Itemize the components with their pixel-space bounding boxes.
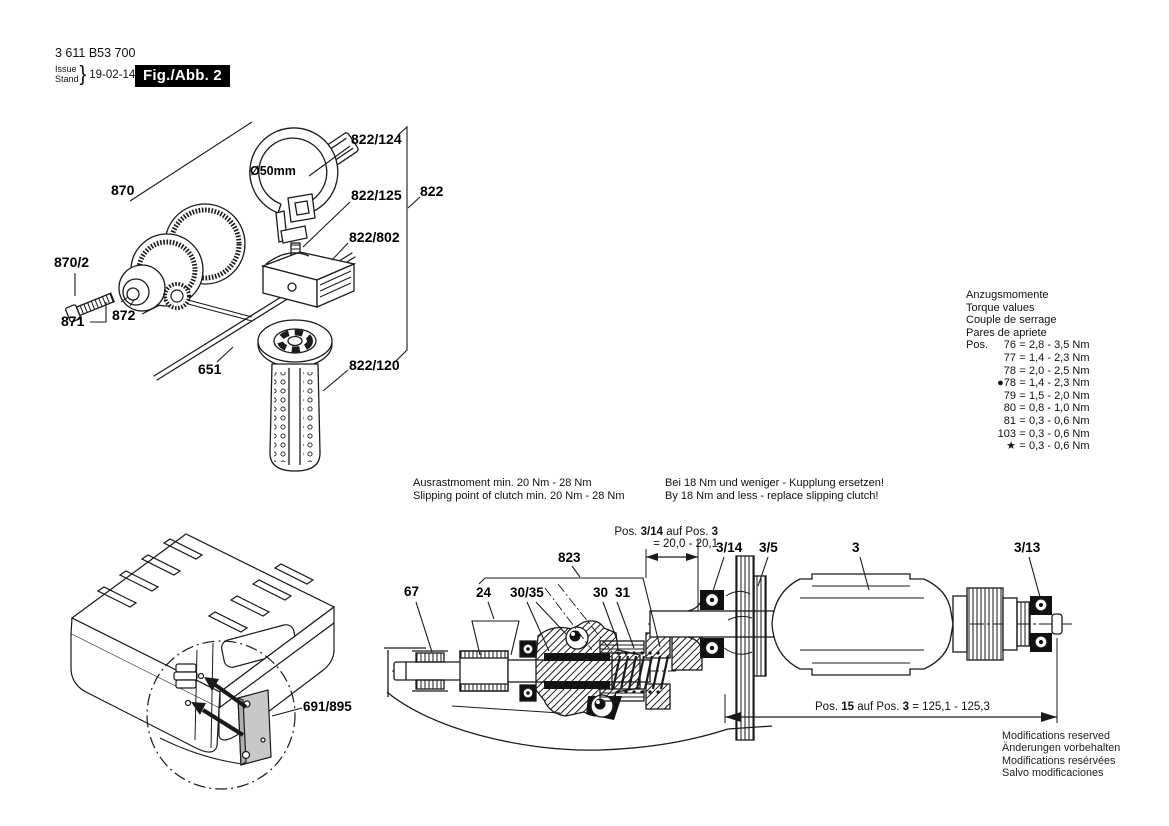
torque-heading-fr: Couple de serrage [966,314,1057,327]
torque-row: 103 = 0,3 - 0,6 Nm [997,427,1090,440]
torque-row: ★ = 0,3 - 0,6 Nm [1006,440,1090,453]
label-691-895: 691/895 [303,699,352,714]
torque-table [966,289,1090,453]
dimension-bottom-text: Pos. 15 auf Pos. 3 = 125,1 - 125,3 [815,701,990,713]
label-30: 30 [593,585,609,600]
side-handle-drawing [250,127,420,471]
label-24: 24 [476,585,492,600]
label-30-31 [593,585,630,600]
replace-note-de: Bei 18 Nm und weniger - Kupplung ersetzen! [665,477,884,489]
label-870-2: 870/2 [54,254,90,270]
dimension-top-value: = 20,0 - 20,1 [653,538,718,550]
label-diameter: Ø50mm [250,164,296,178]
torque-row: Pos. 76 = 2,8 - 3,5 Nm [966,339,1090,352]
gearbox-section-drawing [384,540,1072,750]
torque-row: 79 = 1,5 - 2,0 Nm [1003,389,1090,402]
dimension-top-text: Pos. 3/14 auf Pos. 3 = 20,0 - 20,1 [558,526,718,550]
label-822-802: 822/802 [349,229,400,245]
torque-heading-de: Anzugsmomente [966,289,1049,301]
label-3-5: 3/5 [759,540,778,555]
label-870: 870 [111,182,135,198]
part-number: 3 611 B53 700 [55,46,136,60]
stand-label: Stand [55,73,79,84]
label-823: 823 [558,550,581,565]
issue-label: Issue [55,64,77,74]
torque-row: 77 = 1,4 - 2,3 Nm [1003,351,1090,364]
torque-row: 80 = 0,8 - 1,0 Nm [1003,402,1090,415]
label-872: 872 [112,307,136,323]
figure-badge: Fig./Abb. 2 [135,65,230,87]
replace-note-en: By 18 Nm and less - replace slipping clutch! [665,490,879,502]
label-822-125: 822/125 [351,187,402,203]
clutch-note-en: Slipping point of clutch min. 20 Nm - 28 Nm [413,490,625,502]
label-871: 871 [61,313,85,329]
issue-stand-block [55,63,135,86]
label-822-124: 822/124 [351,131,402,147]
carrying-case-drawing [71,534,334,789]
label-3-13: 3/13 [1014,540,1041,555]
dimension-top [646,540,698,611]
label-3: 3 [852,540,860,555]
label-67: 67 [404,584,420,599]
label-651: 651 [198,361,222,377]
label-822: 822 [420,183,444,199]
clutch-note [413,477,625,503]
label-822-120: 822/120 [349,357,400,373]
torque-row: 78 = 2,0 - 2,5 Nm [1003,364,1090,377]
label-31: 31 [615,585,631,600]
label-3-14: 3/14 [716,540,743,555]
issue-date: 19-02-14 [89,68,136,81]
label-30-35: 30/35 [510,585,544,600]
torque-heading-es: Pares de apriete [966,326,1047,339]
clutch-note-de: Ausrastmoment min. 20 Nm - 28 Nm [413,477,592,489]
chuck-key [165,284,252,321]
replace-note [665,477,884,503]
torque-row: 81 = 0,3 - 0,6 Nm [1003,414,1090,427]
torque-row: ●78 = 1,4 - 2,3 Nm [997,377,1090,390]
brace-glyph: } [79,62,87,86]
modifications-note: Modifications reserved Änderungen vorbehalten Modifications resérvées Salvo modificaciones [1002,730,1121,779]
torque-heading-en: Torque values [966,301,1035,314]
case-plate [238,690,271,765]
